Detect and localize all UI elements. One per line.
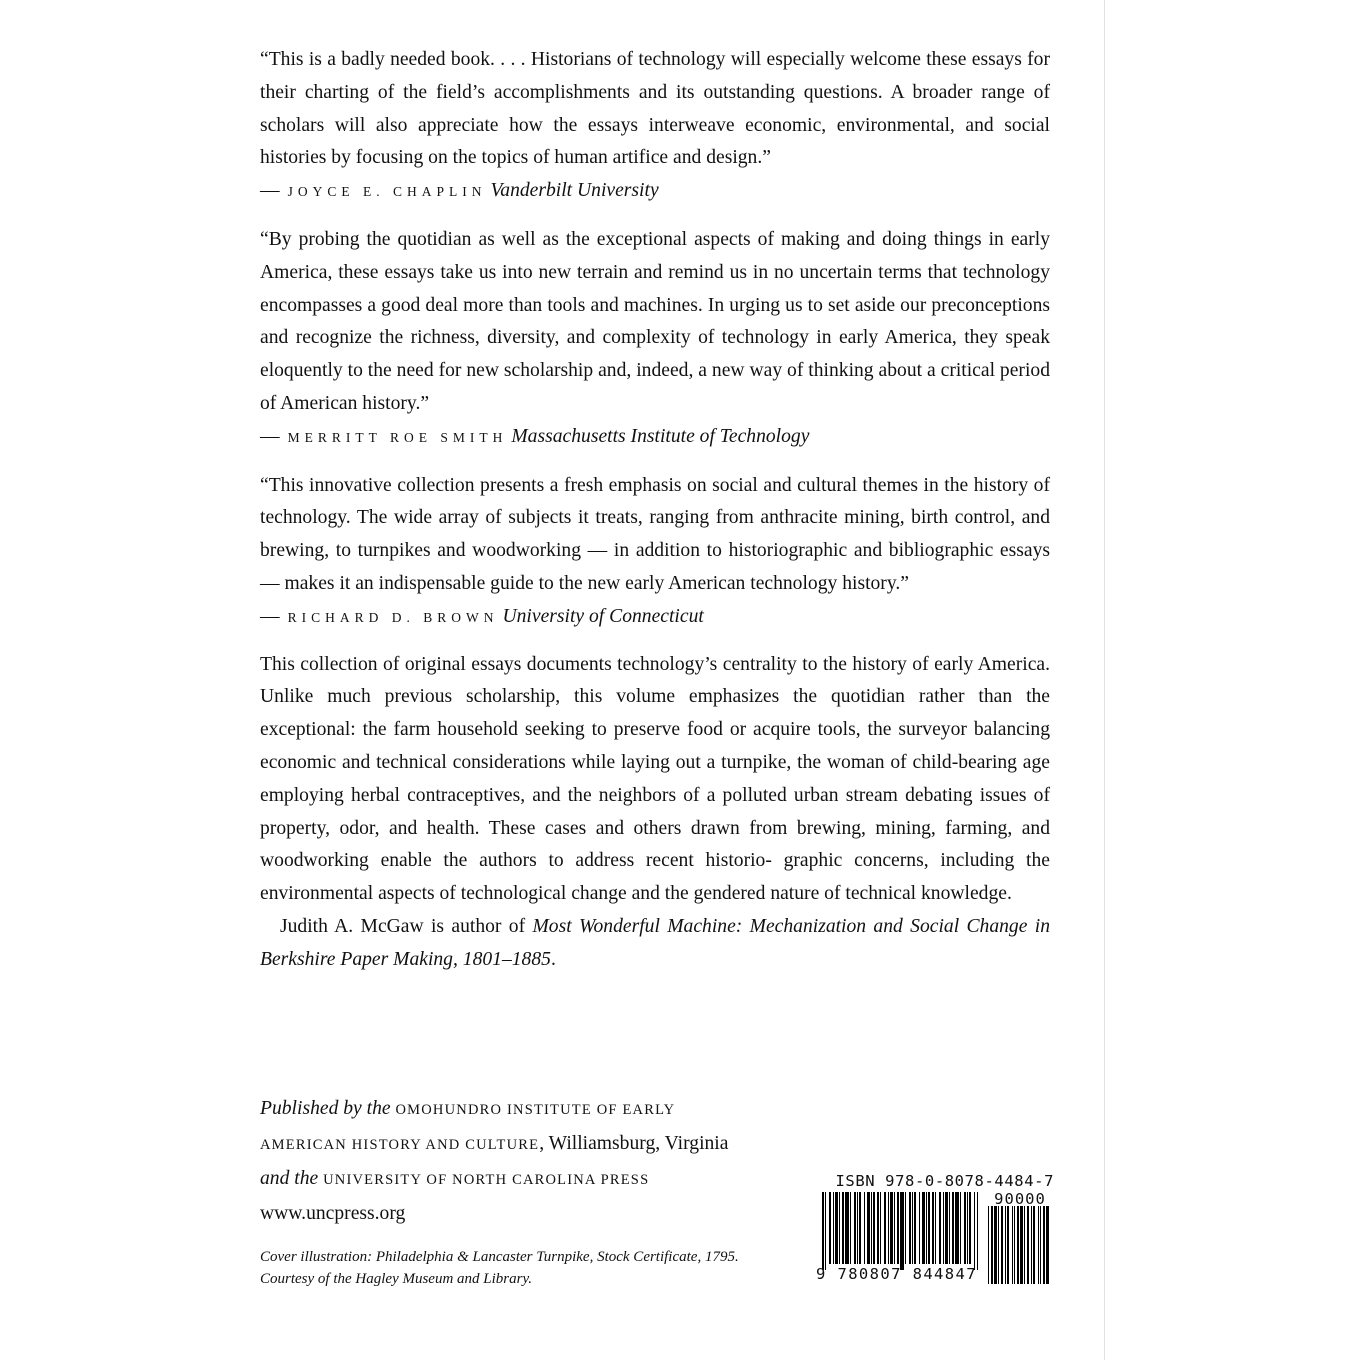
blurb-1-attribution [260, 175, 1050, 209]
institute-name-line-2: AMERICAN HISTORY AND CULTURE [260, 1137, 540, 1153]
barcode-bar [974, 1192, 975, 1270]
barcode-bar [967, 1192, 968, 1264]
barcode-bar [932, 1192, 934, 1264]
barcode-bar [922, 1192, 925, 1264]
blurb-1-author: JOYCE E. CHAPLIN [287, 184, 487, 200]
barcode-bar [867, 1192, 870, 1264]
publisher-line-2 [260, 1127, 820, 1162]
barcode-bar [1014, 1206, 1015, 1284]
barcode-bar [871, 1192, 872, 1264]
barcode-bar [909, 1192, 911, 1264]
publisher-location: , Williamsburg, Virginia [539, 1133, 729, 1154]
barcode-bar [998, 1206, 999, 1284]
barcode-bar [964, 1192, 966, 1264]
barcode-bar [825, 1192, 826, 1270]
barcode-bar [1043, 1206, 1045, 1284]
barcode-bar [835, 1192, 838, 1264]
barcode-bar [1001, 1206, 1003, 1284]
barcode-bar [888, 1192, 889, 1264]
blurb-2-attribution [260, 421, 1050, 455]
barcode-bar [1033, 1206, 1035, 1284]
barcode-bar [991, 1206, 993, 1284]
barcode-bar [894, 1192, 895, 1264]
barcode-bar [1046, 1206, 1049, 1284]
publisher-block [260, 1092, 820, 1230]
barcode-bar [822, 1192, 824, 1270]
barcode-bar [1005, 1206, 1006, 1284]
cover-credit [260, 1246, 800, 1290]
barcode-bar [1040, 1206, 1041, 1284]
attribution-dash: — [260, 605, 280, 627]
barcode-bar [926, 1192, 927, 1264]
barcode-bar [955, 1192, 959, 1264]
barcode-bar [919, 1192, 920, 1264]
barcode-bar [859, 1192, 861, 1264]
price-code: 90000 [994, 1190, 1046, 1208]
blurb-2-institution: Massachusetts Institute of Technology [511, 425, 810, 447]
author-bio [260, 911, 1050, 977]
barcode-bar [1017, 1206, 1019, 1284]
blurb-3-institution: University of Connecticut [502, 605, 704, 627]
barcode-bar [877, 1192, 879, 1264]
attribution-dash: — [260, 425, 280, 447]
blurb-2-author: MERRITT ROE SMITH [287, 429, 508, 445]
barcode-bar [1007, 1206, 1009, 1284]
blurb-3-author: RICHARD D. BROWN [287, 609, 499, 625]
barcode-bar [900, 1192, 904, 1270]
barcode-bar [1024, 1206, 1025, 1284]
institute-name-line-1: OMOHUNDRO INSTITUTE OF EARLY [395, 1102, 676, 1118]
barcode-bar [994, 1206, 997, 1284]
author-previous-book-title: Most Wonderful Machine: Mechanization and Social Change in Berkshire Paper Making, 1801–1885 [260, 915, 1050, 970]
cover-text [260, 44, 1050, 977]
barcode-bar [949, 1192, 950, 1264]
barcode-bar [897, 1192, 899, 1264]
barcode-bar [969, 1192, 971, 1264]
publisher-line-3 [260, 1162, 820, 1197]
isbn-text: ISBN 978-0-8078-4484-7 [835, 1172, 1054, 1190]
barcode-bar [1012, 1206, 1013, 1284]
cover-credit-line-2: Courtesy of the Hagley Museum and Library. [260, 1271, 533, 1287]
publisher-website: www.uncpress.org [260, 1203, 406, 1224]
barcode-bar [943, 1192, 944, 1264]
barcode-bar [1031, 1206, 1032, 1284]
barcode-bar [839, 1192, 840, 1264]
and-the-label: and the [260, 1168, 319, 1189]
publisher-line-1 [260, 1092, 820, 1127]
blurb-3-attribution [260, 601, 1050, 635]
barcode-bar [1027, 1206, 1029, 1284]
barcode-bar [880, 1192, 881, 1264]
barcode-bar [952, 1192, 954, 1264]
blurb-1-institution: Vanderbilt University [490, 180, 659, 202]
barcode-bar [960, 1192, 961, 1264]
barcode-bar [842, 1192, 844, 1264]
barcode-bar [977, 1192, 978, 1270]
blurb-1-quote: “This is a badly needed book. . . . Historians of technology will especially welcome these essays for their charting of the field’s accomplishments and its outstanding questions. A broader range of scholars will also appreciate how the essays interweave economic, environmental, and social histories by focusing on the topics of human artifice and design.” [260, 49, 1050, 169]
barcode-bar [890, 1192, 893, 1264]
isbn-barcode [816, 1172, 1054, 1284]
cover-credit-line-1: Cover illustration: Philadelphia & Lancaster Turnpike, Stock Certificate, 1795. [260, 1249, 739, 1265]
barcode-bar [854, 1192, 856, 1264]
barcode-bar [914, 1192, 916, 1264]
barcode-bar [945, 1192, 948, 1264]
author-bio-end: . [550, 948, 556, 970]
published-by-label: Published by the [260, 1098, 391, 1119]
barcode-bar [939, 1192, 941, 1264]
barcode-bar [1038, 1206, 1039, 1284]
barcode-bar [857, 1192, 858, 1264]
barcode-bar [988, 1206, 989, 1284]
barcode-bar [833, 1192, 834, 1264]
blurb-3-quote: “This innovative collection presents a fresh emphasis on social and cultural themes in the history of technology. The wide array of subjects it treats, ranging from anthracite mining, birth control, and brewing, to turnpikes and woodworking — in addition to historiographic and bibliographic essays — makes it an indispensable guide to the new early American technology history.” [260, 474, 1050, 594]
page-edge-divider [1104, 0, 1105, 1360]
book-description: This collection of original essays documents technology’s centrality to the history of early America. Unlike much previous scholarship, this volume emphasizes the quotidian rather than the exceptional: the farm household seeking to preserve food or acquire tools, the surveyor balancing economic and technical considerations while laying out a turnpike, the woman of child-bearing age employing herbal contraceptives, and the neighbors of a polluted urban stream debating issues of property, odor, and health. These cases and others drawn from brewing, mining, farming, and woodworking enable the authors to address recent historio- graphic concerns, including the environmental aspects of technological change and the gendered nature of technical knowledge. [260, 653, 1050, 905]
barcode-bar [884, 1192, 886, 1264]
barcode-bar [829, 1192, 831, 1264]
barcode-bar [864, 1192, 865, 1264]
barcode-bar [1020, 1206, 1023, 1284]
attribution-dash: — [260, 180, 280, 202]
barcode-bar [850, 1192, 851, 1264]
barcode-bar [928, 1192, 930, 1264]
press-name: UNIVERSITY OF NORTH CAROLINA PRESS [323, 1172, 650, 1188]
barcode-bar [845, 1192, 849, 1264]
barcode-bar [873, 1192, 875, 1264]
barcode-bar [912, 1192, 913, 1264]
barcode-bar [905, 1192, 906, 1264]
barcode-digits: 9 780807 844847 [816, 1265, 977, 1283]
barcode-bar [935, 1192, 936, 1264]
author-bio-lead: Judith A. McGaw is author of [280, 915, 533, 937]
blurb-2-quote: “By probing the quotidian as well as the exceptional aspects of making and doing things in early America, these essays take us into new terrain and remind us in no uncertain terms that technology encompasses a good deal more than tools and machines. In urging us to set aside our preconceptions and recognize the richness, diversity, and complexity of technology in early America, they speak eloquently to the need for new scholarship and, indeed, a new way of thinking about a critical period of American history.” [260, 228, 1050, 414]
